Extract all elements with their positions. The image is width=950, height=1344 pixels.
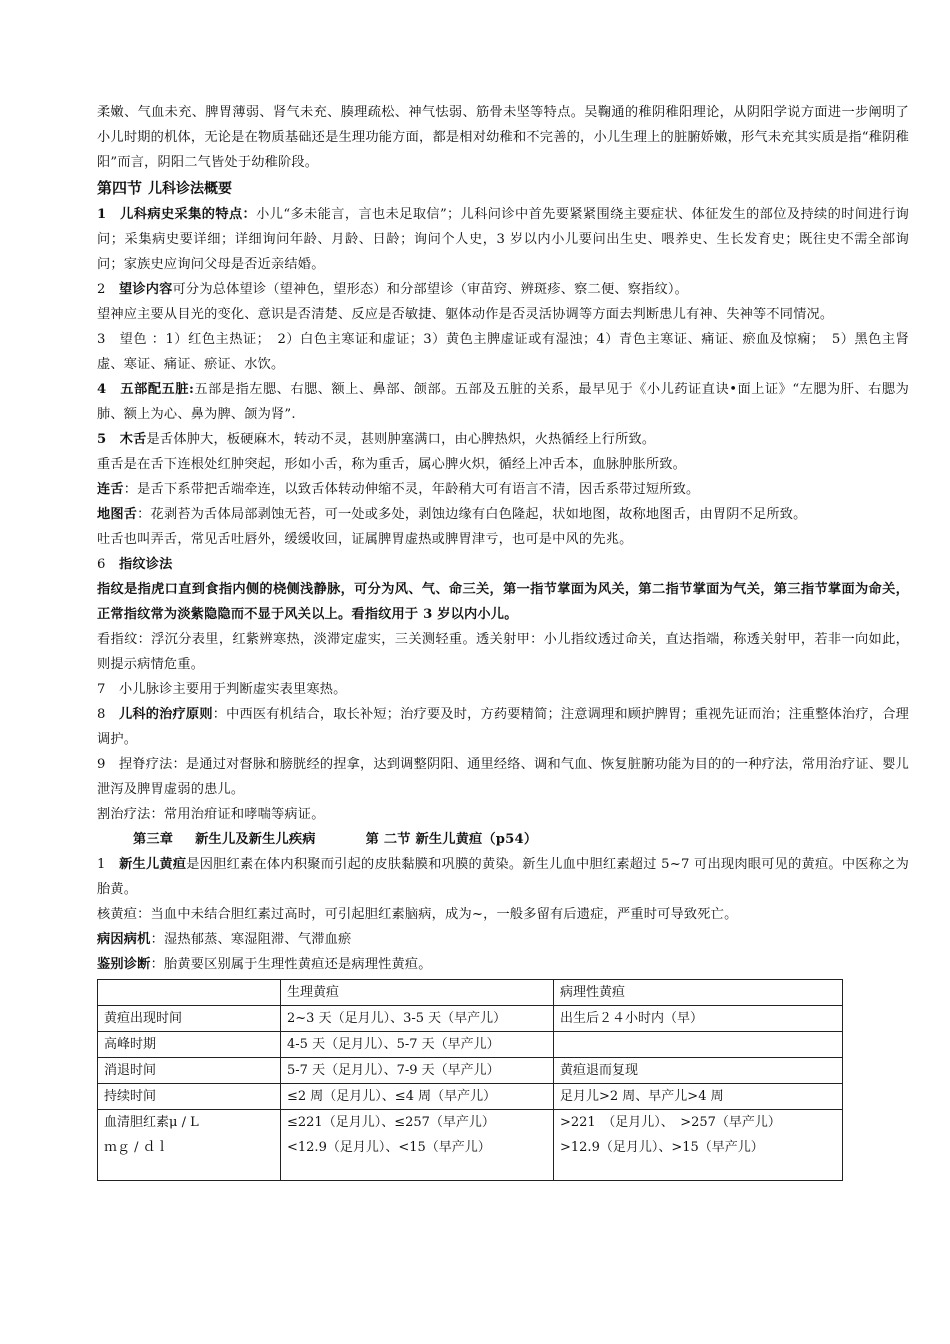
paragraph-4-text: 五部是指左腮、右腮、额上、鼻部、颌部。五部及五脏的关系，最早见于《小儿药证直诀•面上证》“左腮为肝、右腮为肺、额上为心、鼻为脾、颌为肾”. xyxy=(97,382,909,422)
paragraph-6-num: 6 xyxy=(97,557,119,572)
paragraph-5b: 重舌是在舌下连根处红肿突起，形如小舌，称为重舌，属心脾火炽，循经上冲舌本，血脉肿胀所致。 xyxy=(97,457,687,472)
paragraph-8-lead: 儿科的治疗原则 xyxy=(118,707,213,722)
paragraph-5d xyxy=(97,502,909,527)
document-page xyxy=(97,100,909,1181)
paragraph-2b: 望神应主要从目光的变化、意识是否清楚、反应是否敏捷、躯体动作是否灵活协调等方面去判断患儿有神、失神等不同情况。 xyxy=(97,307,834,322)
table-cell xyxy=(98,1110,281,1181)
table-header-cell: 病理性黄疸 xyxy=(554,980,843,1006)
table-row xyxy=(98,1058,843,1084)
paragraph-8 xyxy=(97,702,909,752)
intro-paragraph: 柔嫩、气血未充、脾胃薄弱、肾气未充、腠理疏松、神气怯弱、筋骨未坚等特点。吴鞠通的稚阴稚阳理论，从阴阳学说方面进一步阐明了小儿时期的机体，无论是在物质基础还是生理功能方面，都是相对幼稚和不完善的，小儿生理上的脏腑娇嫩，形气未充其实质是指“稚阴稚阳”而言，阴阳二气皆处于幼稚阶段。 xyxy=(97,105,909,170)
paragraph-5c-lead: 连舌 xyxy=(97,482,124,497)
table-cell xyxy=(554,1110,843,1181)
chapter-heading xyxy=(97,827,909,852)
paragraph-9b: 割治疗法：常用治疳证和哮喘等病证。 xyxy=(97,807,325,822)
paragraph-5-lead: 5 木舌 xyxy=(97,432,147,447)
paragraph-d-lead: 鉴别诊断 xyxy=(97,957,151,972)
table-cell-line: >12.9（足月儿）、>15（早产儿） xyxy=(560,1140,764,1155)
table-cell-line: >221 （足月儿）、 >257（早产儿） xyxy=(560,1115,781,1130)
paragraph-5-text: 是舌体肿大，板硬麻木，转动不灵，甚则肿塞满口，由心脾热炽，火热循经上行所致。 xyxy=(146,432,656,447)
paragraph-c xyxy=(97,927,909,952)
chapter-number: 第三章 xyxy=(133,832,174,847)
paragraph-2-lead: 望诊内容 xyxy=(118,282,173,297)
table-cell-line: <12.9（足月儿）、<15（早产儿） xyxy=(287,1140,491,1155)
paragraph-5 xyxy=(97,427,909,452)
table-row xyxy=(98,1032,843,1058)
table-cell: 2~3 天（足月儿）、3-5 天（早产儿） xyxy=(281,1006,554,1032)
paragraph-1-lead: 1 儿科病史采集的特点： xyxy=(97,207,257,222)
table-cell: 黄疸退而复现 xyxy=(554,1058,843,1084)
paragraph-1-text: 小儿“多未能言，言也未足取信”；儿科问诊中首先要紧紧围绕主要症状、体征发生的部位及持续的时间进行询问；采集病史要详细；详细询问年龄、月龄、日龄；询问个人史，3 岁以内小儿要问出生史、喂养史、生长发育史；既往史不需全部询问；家族史应询问父母是否近亲结婚。 xyxy=(97,207,910,272)
paragraph-b: 核黄疸：当血中未结合胆红素过高时，可引起胆红素脑病，成为~，一般多留有后遗症，严重时可导致死亡。 xyxy=(97,907,738,922)
table-cell: 黄疸出现时间 xyxy=(98,1006,281,1032)
section-number: 第四节 xyxy=(97,179,143,197)
paragraph-6c: 看指纹：浮沉分表里，红紫辨寒热，淡滞定虚实，三关测轻重。透关射甲：小儿指纹透过命关，直达指端，称透关射甲，若非一向如此，则提示病情危重。 xyxy=(97,632,909,672)
table-cell: 持续时间 xyxy=(98,1084,281,1110)
table-row xyxy=(98,1084,843,1110)
table-cell: ≤2 周（足月儿）、≤4 周（早产儿） xyxy=(281,1084,554,1110)
section-heading xyxy=(97,175,909,202)
paragraph-c-text: ：湿热郁蒸、寒湿阻滞、气滞血瘀 xyxy=(150,932,352,947)
table-cell: 消退时间 xyxy=(98,1058,281,1084)
table-cell xyxy=(554,1032,843,1058)
section-title: 儿科诊法概要 xyxy=(148,181,233,197)
table-cell-line: ≤221（足月儿）、≤257（早产儿） xyxy=(287,1115,495,1130)
paragraph-4-lead: 4 五部配五脏: xyxy=(97,382,195,397)
paragraph-a xyxy=(97,852,909,902)
paragraph-a-text: 是因胆红素在体内积聚而引起的皮肤黏膜和巩膜的黄染。新生儿血中胆红素超过 5~7 可出现肉眼可见的黄疸。中医称之为胎黄。 xyxy=(97,857,909,897)
paragraph-9: 9 捏脊疗法：是通过对督脉和膀胱经的捏拿，达到调整阴阳、通里经络、调和气血、恢复脏腑功能为目的的一种疗法，常用治疗证、婴儿泄泻及脾胃虚弱的患儿。 xyxy=(97,757,909,797)
paragraph-a-lead: 新生儿黄疸 xyxy=(119,857,187,872)
paragraph-8-text: ：中西医有机结合，取长补短；治疗要及时，方药要精简；注意调理和顾护脾胃；重视先证而治；注重整体治疗，合理调护。 xyxy=(97,707,909,747)
table-header-cell: 生理黄疸 xyxy=(281,980,554,1006)
paragraph-2 xyxy=(97,277,909,302)
paragraph-7: 7 小儿脉诊主要用于判断虚实表里寒热。 xyxy=(97,682,347,697)
paragraph-3: 3 望色 ：1）红色主热证； 2）白色主寒证和虚证；3）黄色主脾虚证或有湿浊；4）青色主寒证、痛证、瘀血及惊痫； 5）黑色主肾虚、寒证、痛证、瘀证、水饮。 xyxy=(97,332,909,372)
table-cell-line: 血清胆红素μ / L xyxy=(104,1115,199,1130)
table-header-cell xyxy=(98,980,281,1006)
paragraph-5c-text: ：是舌下系带把舌端牵连，以致舌体转动伸缩不灵，年龄稍大可有语言不清，因舌系带过短所致。 xyxy=(123,482,700,497)
paragraph-5d-text: ：花剥苔为舌体局部剥蚀无苔，可一处或多处，剥蚀边缘有白色隆起，状如地图，故称地图舌，由胃阴不足所致。 xyxy=(137,507,807,522)
table-cell: 5-7 天（足月儿）、7-9 天（早产儿） xyxy=(281,1058,554,1084)
paragraph-5c xyxy=(97,477,909,502)
paragraph-6 xyxy=(97,552,909,577)
paragraph-6-lead: 指纹诊法 xyxy=(118,557,173,572)
paragraph-5e: 吐舌也叫弄舌，常见舌吐唇外，缓缓收回，证属脾胃虚热或脾胃津亏，也可是中风的先兆。 xyxy=(97,532,633,547)
chapter-title: 新生儿及新生儿疾病 xyxy=(195,832,316,847)
chapter-section-title: 新生儿黄疸（p54） xyxy=(415,832,538,847)
paragraph-6b: 指纹是指虎口直到食指内侧的桡侧浅静脉，可分为风、气、命三关，第一指节掌面为风关，第二指节掌面为气关，第三指节掌面为命关，正常指纹常为淡紫隐隐而不显于风关以上。看指纹用于 3 岁以内小儿。 xyxy=(97,582,909,622)
paragraph-a-num: 1 xyxy=(97,857,120,872)
paragraph-c-lead: 病因病机 xyxy=(97,932,151,947)
table-cell: 高峰时期 xyxy=(98,1032,281,1058)
table-cell: 足月儿>2 周、早产儿>4 周 xyxy=(554,1084,843,1110)
paragraph-5d-lead: 地图舌 xyxy=(97,507,138,522)
paragraph-d xyxy=(97,952,909,977)
paragraph-d-text: ：胎黄要区别属于生理性黄疸还是病理性黄疸。 xyxy=(150,957,432,972)
table-cell xyxy=(281,1110,554,1181)
jaundice-comparison-table xyxy=(97,979,843,1181)
paragraph-8-num: 8 xyxy=(97,707,119,722)
paragraph-1 xyxy=(97,202,909,277)
paragraph-2-num: 2 xyxy=(97,282,119,297)
table-header-row xyxy=(98,980,843,1006)
paragraph-2-text: 可分为总体望诊（望神色，望形态）和分部望诊（审苗窍、辨斑疹、察二便、察指纹）。 xyxy=(172,282,689,297)
chapter-section-number: 第 二节 xyxy=(365,832,411,847)
table-row xyxy=(98,1110,843,1181)
table-cell-line: ｍｇ / ｄｌ xyxy=(104,1140,169,1155)
table-cell: 出生后２４小时内（早） xyxy=(554,1006,843,1032)
paragraph-4 xyxy=(97,377,909,427)
table-row xyxy=(98,1006,843,1032)
table-cell: 4-5 天（足月儿）、5-7 天（早产儿） xyxy=(281,1032,554,1058)
